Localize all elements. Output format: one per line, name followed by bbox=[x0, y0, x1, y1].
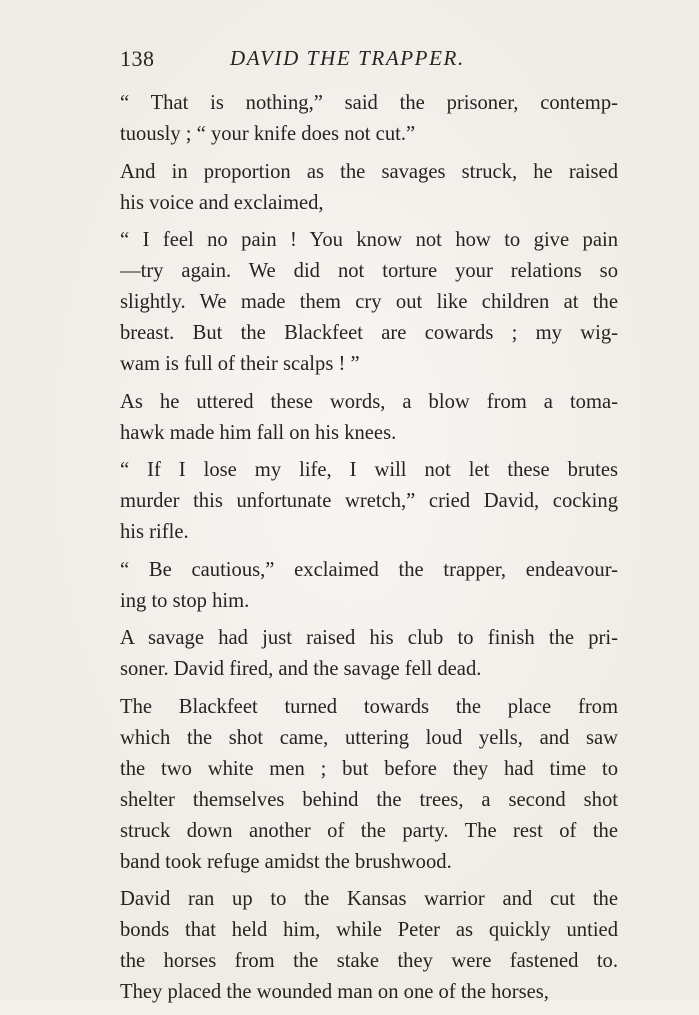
page-number: 138 bbox=[120, 46, 155, 71]
paragraph bbox=[120, 387, 618, 449]
text-line: —try again. We did not torture your relations so bbox=[120, 260, 618, 282]
text-line: “ If I lose my life, I will not let these brutes bbox=[120, 459, 618, 481]
paragraph bbox=[120, 692, 618, 878]
text-line: band took refuge amidst the brushwood. bbox=[120, 850, 452, 873]
text-line: “ Be cautious,” exclaimed the trapper, endeavour- bbox=[120, 558, 618, 581]
text-line: “ I feel no pain ! You know not how to give pain bbox=[120, 229, 618, 251]
paragraph bbox=[120, 623, 618, 685]
body-text bbox=[120, 88, 618, 1015]
text-line: the two white men ; but before they had time to bbox=[120, 757, 618, 780]
text-line: “ That is nothing,” said the prisoner, contemp- bbox=[120, 92, 618, 114]
running-head: DAVID THE TRAPPER. bbox=[230, 46, 465, 70]
text-line: his voice and exclaimed, bbox=[120, 191, 324, 214]
text-line: murder this unfortunate wretch,” cried David, cocking bbox=[120, 490, 618, 512]
text-line: soner. David fired, and the savage fell dead. bbox=[120, 658, 482, 680]
text-line: David ran up to the Kansas warrior and cut the bbox=[120, 888, 618, 910]
text-line: They placed the wounded man on one of the horses, bbox=[120, 981, 549, 1003]
text-line: As he uttered these words, a blow from a toma- bbox=[120, 390, 618, 413]
text-line: tuously ; “ your knife does not cut.” bbox=[120, 123, 416, 145]
paragraph bbox=[120, 555, 618, 617]
paragraph bbox=[120, 455, 618, 548]
paragraph bbox=[120, 88, 618, 150]
text-line: the horses from the stake they were fastened to. bbox=[120, 950, 618, 972]
text-line: struck down another of the party. The rest of the bbox=[120, 819, 618, 842]
paragraph bbox=[120, 884, 618, 1008]
text-line: his rifle. bbox=[120, 521, 189, 543]
paragraph bbox=[120, 225, 618, 380]
text-line: And in proportion as the savages struck, he raised bbox=[120, 160, 618, 183]
text-line: A savage had just raised his club to finish the pri- bbox=[120, 627, 618, 649]
text-line: bonds that held him, while Peter as quickly untied bbox=[120, 919, 618, 941]
text-line: ing to stop him. bbox=[120, 589, 250, 612]
text-line: The Blackfeet turned towards the place from bbox=[120, 695, 618, 718]
paragraph bbox=[120, 157, 618, 219]
text-line: hawk made him fall on his knees. bbox=[120, 421, 397, 444]
text-line: shelter themselves behind the trees, a second shot bbox=[120, 788, 618, 811]
text-line: slightly. We made them cry out like children at the bbox=[120, 291, 618, 313]
page-header bbox=[120, 46, 618, 76]
text-line: wam is full of their scalps ! ” bbox=[120, 353, 360, 375]
text-line: which the shot came, uttering loud yells, and saw bbox=[120, 726, 618, 749]
text-line: breast. But the Blackfeet are cowards ; my wig- bbox=[120, 322, 618, 344]
